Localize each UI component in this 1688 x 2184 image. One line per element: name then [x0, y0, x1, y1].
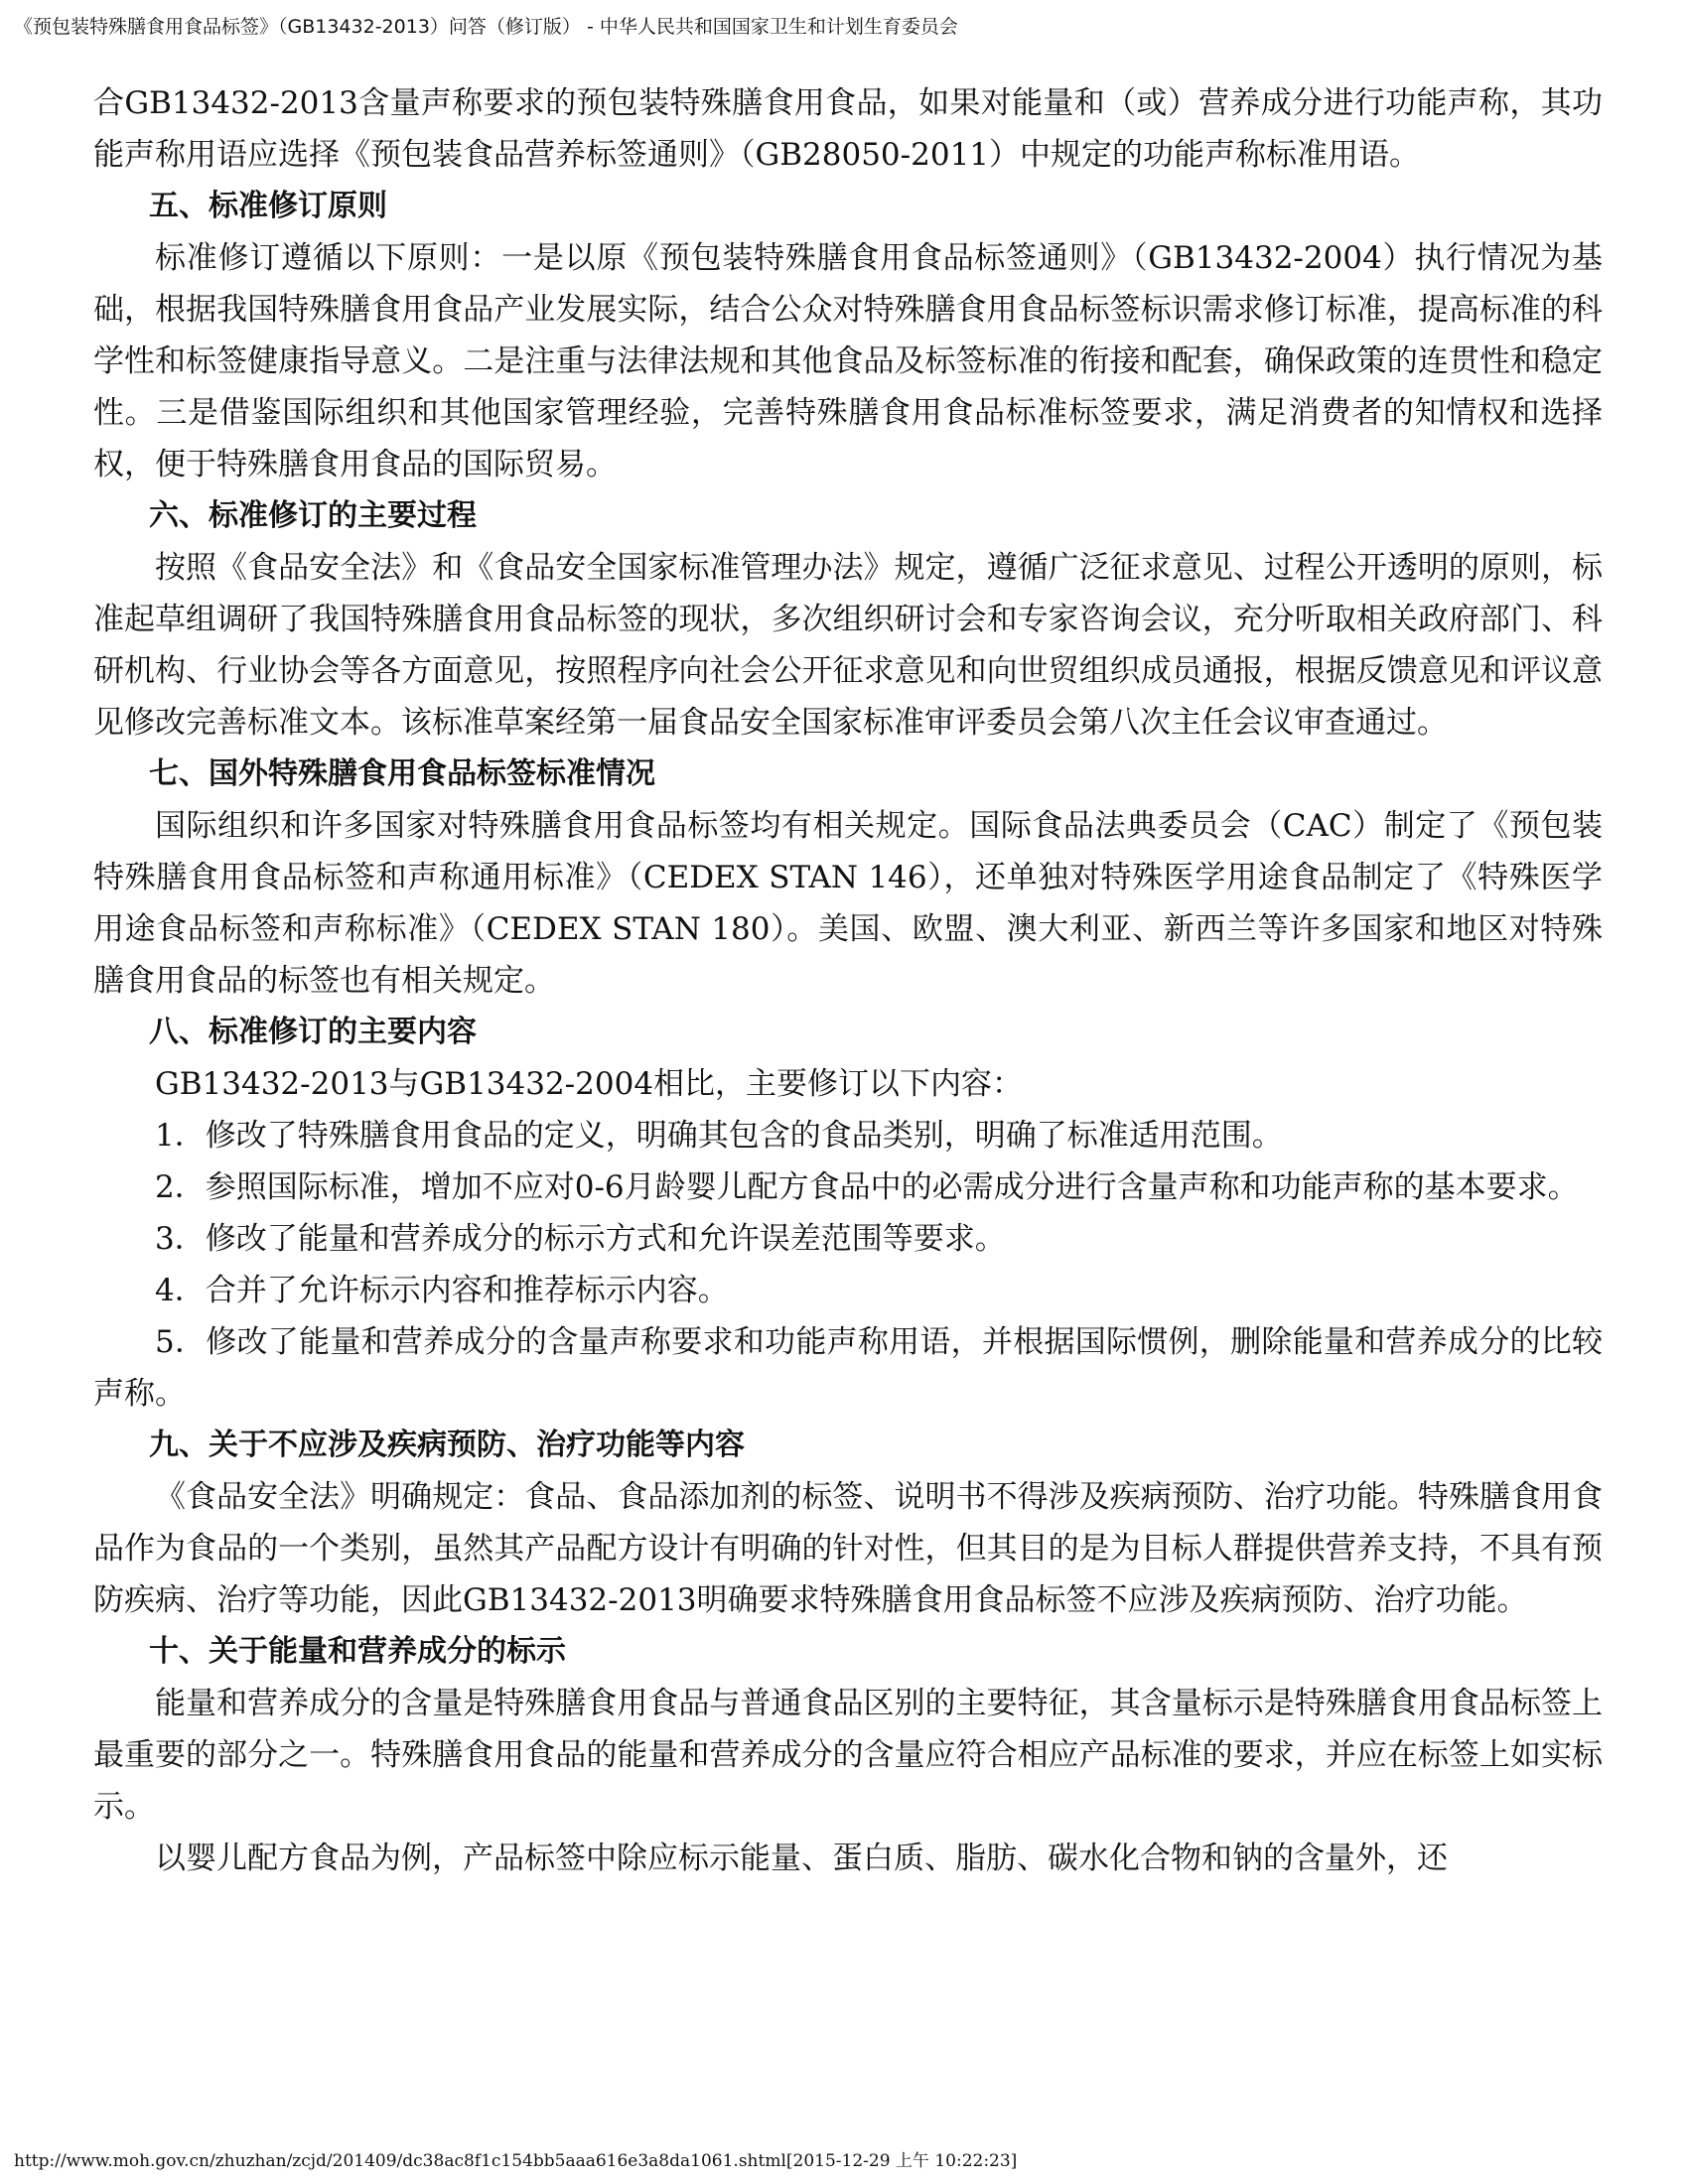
- paragraph: 合GB13432-2013含量声称要求的预包装特殊膳食用食品，如果对能量和（或）营养成分进行功能声称，其功能声称用语应选择《预包装食品营养标签通则》（GB28050-2011）中规定的功能声称标准用语。: [93, 85, 1603, 173]
- list-item: 5．修改了能量和营养成分的含量声称要求和功能声称用语，并根据国际惯例，删除能量和营养成分的比较声称。: [93, 1324, 1603, 1412]
- list-item: 4．合并了允许标示内容和推荐标示内容。: [155, 1273, 729, 1308]
- section-heading: 九、关于不应涉及疾病预防、治疗功能等内容: [149, 1428, 745, 1462]
- list-item: 1．修改了特殊膳食用食品的定义，明确其包含的食品类别，明确了标准适用范围。: [155, 1118, 1283, 1154]
- paragraph: 以婴儿配方食品为例，产品标签中除应标示能量、蛋白质、脂肪、碳水化合物和钠的含量外，还: [155, 1841, 1448, 1876]
- list-item: 3．修改了能量和营养成分的标示方式和允许误差范围等要求。: [155, 1221, 1006, 1257]
- section-heading: 八、标准修订的主要内容: [149, 1015, 477, 1049]
- paragraph: GB13432-2013与GB13432-2004相比，主要修订以下内容：: [155, 1066, 1024, 1102]
- section-heading: 十、关于能量和营养成分的标示: [149, 1634, 566, 1669]
- document-body: [93, 77, 1603, 1884]
- list-item: 2．参照国际标准，增加不应对0-6月龄婴儿配方食品中的必需成分进行含量声称和功能声称的基本要求。: [155, 1169, 1579, 1205]
- page-header: 《预包装特殊膳食用食品标签》（GB13432-2013）问答（修订版） - 中华人民共和国国家卫生和计划生育委员会: [14, 16, 958, 38]
- paragraph: 能量和营养成分的含量是特殊膳食用食品与普通食品区别的主要特征，其含量标示是特殊膳食用食品标签上最重要的部分之一。特殊膳食用食品的能量和营养成分的含量应符合相应产品标准的要求，并应在标签上如实标示。: [93, 1686, 1603, 1825]
- paragraph: 按照《食品安全法》和《食品安全国家标准管理办法》规定，遵循广泛征求意见、过程公开透明的原则，标准起草组调研了我国特殊膳食用食品标签的现状，多次组织研讨会和专家咨询会议，充分听取相关政府部门、科研机构、行业协会等各方面意见，按照程序向社会公开征求意见和向世贸组织成员通报，根据反馈意见和评议意见修改完善标准文本。该标准草案经第一届食品安全国家标准审评委员会第八次主任会议审查通过。: [93, 550, 1603, 741]
- paragraph: 国际组织和许多国家对特殊膳食用食品标签均有相关规定。国际食品法典委员会（CAC）制定了《预包装特殊膳食用食品标签和声称通用标准》（CEDEX STAN 146），还单独对特殊医学用途食品制定了《特殊医学用途食品标签和声称标准》（CEDEX STAN 180）。美国、欧盟、澳大利亚、新西兰等许多国家和地区对特殊膳食用食品的标签也有相关规定。: [93, 808, 1603, 999]
- section-heading: 五、标准修订原则: [149, 189, 387, 223]
- section-heading: 六、标准修订的主要过程: [149, 498, 477, 533]
- paragraph: 标准修订遵循以下原则：一是以原《预包装特殊膳食用食品标签通则》（GB13432-2004）执行情况为基础，根据我国特殊膳食用食品产业发展实际，结合公众对特殊膳食用食品标签标识需求修订标准，提高标准的科学性和标签健康指导意义。二是注重与法律法规和其他食品及标签标准的衔接和配套，确保政策的连贯性和稳定性。三是借鉴国际组织和其他国家管理经验，完善特殊膳食用食品标准标签要求，满足消费者的知情权和选择权，便于特殊膳食用食品的国际贸易。: [93, 240, 1603, 482]
- page-footer-url: http://www.moh.gov.cn/zhuzhan/zcjd/201409/dc38ac8f1c154bb5aaa616e3a8da1061.shtml[2015-12-29 上午 10:22:23]: [14, 2151, 1018, 2171]
- paragraph: 《食品安全法》明确规定：食品、食品添加剂的标签、说明书不得涉及疾病预防、治疗功能。特殊膳食用食品作为食品的一个类别，虽然其产品配方设计有明确的针对性，但其目的是为目标人群提供营养支持，不具有预防疾病、治疗等功能，因此GB13432-2013明确要求特殊膳食用食品标签不应涉及疾病预防、治疗功能。: [93, 1479, 1603, 1618]
- section-heading: 七、国外特殊膳食用食品标签标准情况: [149, 756, 655, 791]
